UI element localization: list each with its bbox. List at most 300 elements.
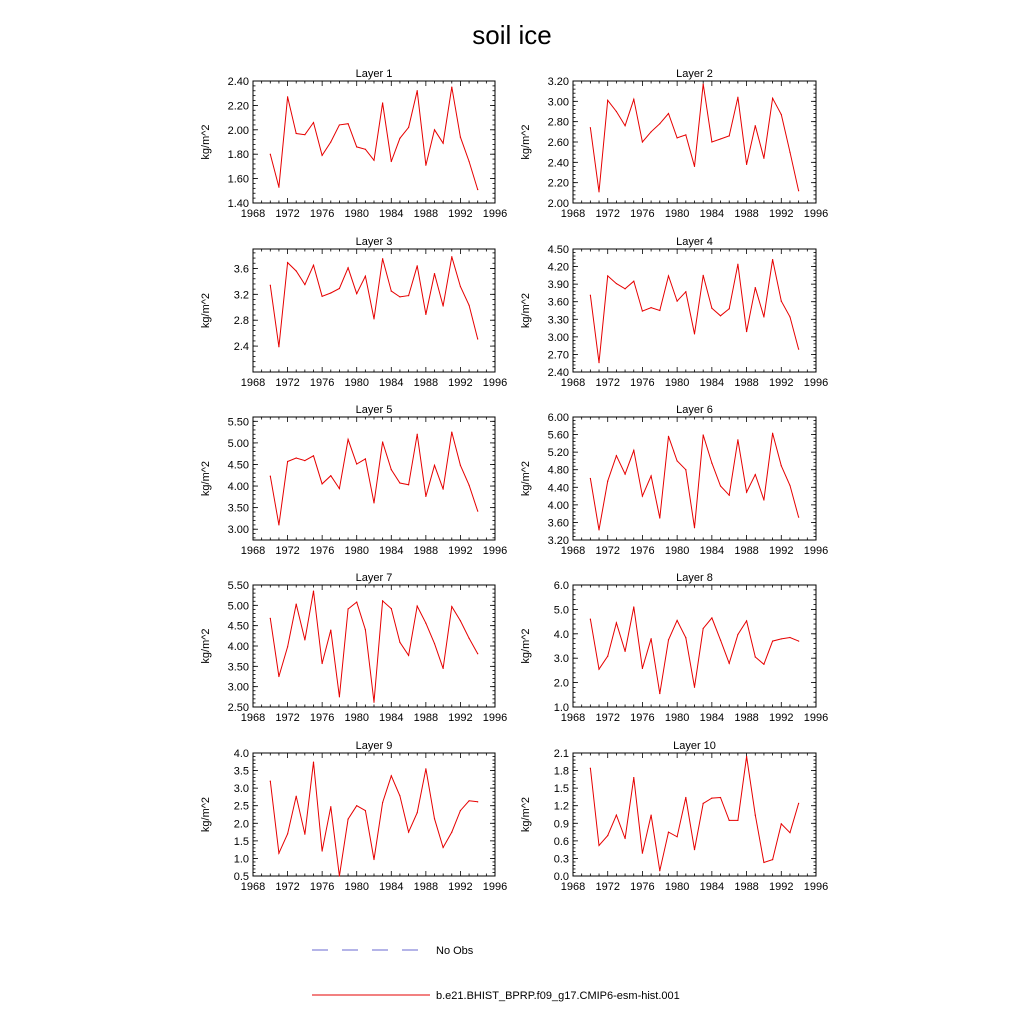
y-tick-label: 6.00 xyxy=(547,412,569,424)
data-point xyxy=(668,275,669,276)
y-tick-label: 3.20 xyxy=(547,76,569,88)
x-tick-label: 1992 xyxy=(448,545,473,557)
data-point xyxy=(434,818,435,819)
data-point xyxy=(339,488,340,489)
x-tick-label: 1972 xyxy=(595,377,620,389)
data-point xyxy=(659,517,660,518)
data-point xyxy=(296,604,297,605)
data-point xyxy=(434,465,435,466)
y-tick-label: 5.20 xyxy=(547,447,569,460)
data-point xyxy=(789,152,790,153)
data-point xyxy=(642,495,643,496)
data-point xyxy=(477,510,478,511)
y-tick-label: 1.0 xyxy=(233,853,249,866)
plot-frame xyxy=(253,81,495,203)
data-point xyxy=(685,637,686,638)
x-tick-label: 1980 xyxy=(664,881,690,893)
data-point xyxy=(408,295,409,296)
y-tick-label: 3.20 xyxy=(547,535,569,547)
data-point xyxy=(287,262,288,263)
x-tick-label: 1976 xyxy=(309,881,335,893)
data-point xyxy=(296,133,297,134)
y-axis-label: kg/m^2 xyxy=(200,796,212,833)
x-tick-label: 1996 xyxy=(803,545,829,557)
data-point xyxy=(391,290,392,291)
data-point xyxy=(451,87,452,88)
data-point xyxy=(633,99,634,100)
data-point xyxy=(356,463,357,464)
y-tick-label: 4.0 xyxy=(233,748,249,760)
data-point xyxy=(694,166,695,167)
data-point xyxy=(408,484,409,485)
y-tick-label: 2.1 xyxy=(553,748,569,760)
data-point xyxy=(677,620,678,621)
data-point xyxy=(365,458,366,459)
data-point xyxy=(789,832,790,833)
data-point xyxy=(304,284,305,285)
data-point xyxy=(417,812,418,813)
x-tick-label: 1988 xyxy=(734,881,759,893)
data-point xyxy=(711,463,712,464)
x-tick-label: 1992 xyxy=(448,208,473,220)
x-tick-label: 1996 xyxy=(803,881,829,893)
y-tick-label: 0.5 xyxy=(233,871,249,883)
data-point xyxy=(746,331,747,332)
y-tick-label: 1.5 xyxy=(233,835,249,848)
data-point xyxy=(711,617,712,618)
y-tick-label: 3.60 xyxy=(547,517,569,530)
data-point xyxy=(373,702,374,703)
data-point xyxy=(781,114,782,115)
data-point xyxy=(703,83,704,84)
x-tick-label: 1972 xyxy=(595,208,620,220)
data-point xyxy=(607,656,608,657)
data-point xyxy=(304,834,305,835)
data-point xyxy=(624,838,625,839)
y-tick-label: 1.5 xyxy=(553,783,569,796)
x-tick-label: 1992 xyxy=(769,712,794,724)
data-point xyxy=(434,643,435,644)
data-point xyxy=(711,798,712,799)
panels xyxy=(200,68,828,893)
data-point xyxy=(763,664,764,665)
data-point xyxy=(434,129,435,130)
x-tick-label: 1988 xyxy=(734,545,759,557)
data-point xyxy=(624,651,625,652)
data-point xyxy=(434,273,435,274)
data-point xyxy=(642,668,643,669)
data-point xyxy=(425,314,426,315)
y-tick-label: 4.20 xyxy=(547,261,569,274)
y-axis-label: kg/m^2 xyxy=(520,796,532,833)
x-tick-label: 1996 xyxy=(482,881,508,893)
data-point xyxy=(789,637,790,638)
data-point xyxy=(616,622,617,623)
data-point xyxy=(772,641,773,642)
data-point xyxy=(468,800,469,801)
data-point xyxy=(382,258,383,259)
y-tick-label: 2.80 xyxy=(547,116,569,129)
y-tick-label: 2.20 xyxy=(227,100,249,113)
data-point xyxy=(287,96,288,97)
y-tick-label: 5.00 xyxy=(227,600,249,613)
x-tick-label: 1968 xyxy=(240,712,266,724)
y-tick-label: 2.40 xyxy=(227,76,249,88)
x-tick-label: 1980 xyxy=(664,545,690,557)
x-tick-label: 1988 xyxy=(413,881,439,893)
data-point xyxy=(746,756,747,757)
y-tick-label: 3.50 xyxy=(227,502,249,515)
panel-2 xyxy=(520,68,828,220)
data-point xyxy=(590,619,591,620)
data-point xyxy=(287,833,288,834)
data-point xyxy=(451,831,452,832)
data-point xyxy=(763,316,764,317)
panel-3 xyxy=(200,236,507,389)
panel-title: Layer 2 xyxy=(676,68,713,80)
panel-title: Layer 1 xyxy=(355,68,393,80)
data-point xyxy=(287,461,288,462)
y-axis-label: kg/m^2 xyxy=(520,124,532,160)
series-line xyxy=(590,757,798,871)
series-line xyxy=(270,257,477,347)
data-point xyxy=(382,441,383,442)
x-tick-label: 1996 xyxy=(482,712,508,724)
y-tick-label: 3.30 xyxy=(547,314,569,327)
data-point xyxy=(365,629,366,630)
data-point xyxy=(270,781,271,782)
x-tick-label: 1992 xyxy=(769,881,794,893)
series-line xyxy=(590,260,798,363)
data-point xyxy=(356,805,357,806)
data-point xyxy=(598,362,599,363)
data-point xyxy=(399,795,400,796)
data-point xyxy=(365,810,366,811)
data-point xyxy=(460,286,461,287)
data-point xyxy=(685,469,686,470)
x-tick-label: 1968 xyxy=(240,208,266,220)
x-tick-label: 1976 xyxy=(309,208,335,220)
data-point xyxy=(642,310,643,311)
y-tick-label: 2.00 xyxy=(227,124,249,137)
y-tick-label: 2.00 xyxy=(547,198,569,210)
data-point xyxy=(720,485,721,486)
data-point xyxy=(737,439,738,440)
x-tick-label: 1984 xyxy=(699,881,725,893)
x-tick-label: 1984 xyxy=(699,208,725,220)
y-tick-label: 3.60 xyxy=(547,296,569,309)
y-tick-label: 4.50 xyxy=(227,620,249,633)
y-tick-label: 3.00 xyxy=(547,96,569,109)
data-point xyxy=(477,653,478,654)
data-point xyxy=(425,623,426,624)
data-point xyxy=(330,806,331,807)
data-point xyxy=(270,285,271,286)
plot-frame xyxy=(573,753,816,876)
x-tick-label: 1972 xyxy=(275,545,300,557)
data-point xyxy=(330,141,331,142)
data-point xyxy=(694,333,695,334)
data-point xyxy=(373,318,374,319)
y-tick-label: 0.9 xyxy=(553,818,569,831)
y-tick-label: 4.0 xyxy=(553,628,569,641)
figure-title: soil ice xyxy=(472,20,552,50)
x-tick-label: 1980 xyxy=(344,545,369,557)
plot-frame xyxy=(253,585,495,707)
y-tick-label: 4.00 xyxy=(227,641,249,653)
data-point xyxy=(720,797,721,798)
data-point xyxy=(668,831,669,832)
y-tick-label: 1.40 xyxy=(227,198,249,210)
series-line xyxy=(590,607,798,694)
x-tick-label: 1988 xyxy=(734,377,759,389)
x-tick-label: 1984 xyxy=(699,545,725,557)
y-tick-label: 6.0 xyxy=(553,580,569,592)
data-point xyxy=(616,283,617,284)
data-point xyxy=(668,639,669,640)
data-point xyxy=(399,138,400,139)
x-tick-label: 1988 xyxy=(734,712,759,724)
y-tick-label: 3.0 xyxy=(553,653,569,666)
data-point xyxy=(772,259,773,260)
data-point xyxy=(408,127,409,128)
x-tick-label: 1972 xyxy=(595,712,620,724)
data-point xyxy=(408,831,409,832)
data-point xyxy=(677,836,678,837)
x-tick-label: 1992 xyxy=(448,377,473,389)
data-point xyxy=(347,608,348,609)
data-point xyxy=(356,146,357,147)
data-point xyxy=(443,305,444,306)
y-axis-label: kg/m^2 xyxy=(520,628,532,664)
x-tick-label: 1996 xyxy=(482,377,508,389)
x-tick-label: 1996 xyxy=(803,208,829,220)
y-tick-label: 5.0 xyxy=(553,604,569,617)
data-point xyxy=(798,803,799,804)
x-tick-label: 1996 xyxy=(482,208,508,220)
data-point xyxy=(339,124,340,125)
data-point xyxy=(399,296,400,297)
data-point xyxy=(685,134,686,135)
y-tick-label: 4.00 xyxy=(547,499,569,512)
y-tick-label: 2.40 xyxy=(547,157,569,170)
data-point xyxy=(347,123,348,124)
data-point xyxy=(633,606,634,607)
data-point xyxy=(460,137,461,138)
data-point xyxy=(468,638,469,639)
data-point xyxy=(755,474,756,475)
data-point xyxy=(781,823,782,824)
data-point xyxy=(313,122,314,123)
y-tick-label: 0.6 xyxy=(553,835,569,848)
data-point xyxy=(365,149,366,150)
x-tick-label: 1992 xyxy=(769,377,794,389)
data-point xyxy=(755,814,756,815)
data-point xyxy=(287,646,288,647)
series-line xyxy=(270,591,477,702)
x-tick-label: 1980 xyxy=(344,208,369,220)
data-point xyxy=(711,141,712,142)
x-tick-label: 1968 xyxy=(240,377,266,389)
data-point xyxy=(322,483,323,484)
x-tick-label: 1996 xyxy=(803,377,829,389)
data-point xyxy=(313,762,314,763)
y-axis-label: kg/m^2 xyxy=(200,628,212,664)
data-point xyxy=(737,264,738,265)
x-tick-label: 1972 xyxy=(275,208,300,220)
data-point xyxy=(382,102,383,103)
panel-title: Layer 7 xyxy=(355,572,393,584)
y-tick-label: 4.50 xyxy=(547,244,569,256)
data-point xyxy=(668,436,669,437)
x-tick-label: 1976 xyxy=(630,545,655,557)
data-point xyxy=(720,315,721,316)
y-tick-label: 4.00 xyxy=(227,481,249,494)
data-point xyxy=(677,301,678,302)
panel-5 xyxy=(200,404,507,557)
data-point xyxy=(373,160,374,161)
y-tick-label: 2.50 xyxy=(227,702,249,714)
data-point xyxy=(746,620,747,621)
data-point xyxy=(347,267,348,268)
data-point xyxy=(798,517,799,518)
legend xyxy=(312,945,680,1002)
data-point xyxy=(468,161,469,162)
y-tick-label: 4.80 xyxy=(547,464,569,477)
y-tick-label: 3.00 xyxy=(227,681,249,694)
data-point xyxy=(703,275,704,276)
data-point xyxy=(425,768,426,769)
data-point xyxy=(616,111,617,112)
panel-title: Layer 4 xyxy=(676,236,713,248)
data-point xyxy=(598,529,599,530)
panel-title: Layer 8 xyxy=(676,572,713,584)
data-point xyxy=(746,164,747,165)
x-tick-label: 1992 xyxy=(448,712,473,724)
y-tick-label: 2.0 xyxy=(553,677,569,690)
data-point xyxy=(729,135,730,136)
x-tick-label: 1992 xyxy=(769,545,794,557)
data-point xyxy=(729,495,730,496)
data-point xyxy=(607,275,608,276)
panel-title: Layer 6 xyxy=(676,404,713,416)
data-point xyxy=(616,814,617,815)
data-point xyxy=(729,820,730,821)
y-tick-label: 2.5 xyxy=(233,800,249,813)
data-point xyxy=(798,190,799,191)
x-tick-label: 1988 xyxy=(413,545,439,557)
panel-9 xyxy=(200,740,507,893)
data-point xyxy=(685,291,686,292)
data-point xyxy=(339,288,340,289)
x-tick-label: 1984 xyxy=(379,377,404,389)
data-point xyxy=(651,475,652,476)
data-point xyxy=(633,450,634,451)
panel-title: Layer 5 xyxy=(355,404,393,416)
data-point xyxy=(417,606,418,607)
legend-model-label: b.e21.BHIST_BPRP.f09_g17.CMIP6-esm-hist.001 xyxy=(436,990,680,1002)
x-tick-label: 1976 xyxy=(630,208,655,220)
panel-1 xyxy=(200,68,507,220)
panel-7 xyxy=(200,572,507,724)
x-tick-label: 1984 xyxy=(379,712,404,724)
data-point xyxy=(304,134,305,135)
series-line xyxy=(590,84,798,192)
data-point xyxy=(659,693,660,694)
y-tick-label: 2.8 xyxy=(233,315,249,328)
data-point xyxy=(781,301,782,302)
data-point xyxy=(651,131,652,132)
data-point xyxy=(720,138,721,139)
data-point xyxy=(624,474,625,475)
data-point xyxy=(322,850,323,851)
x-tick-label: 1976 xyxy=(309,712,335,724)
plot-frame xyxy=(253,249,495,372)
y-axis-label: kg/m^2 xyxy=(520,292,532,329)
data-point xyxy=(330,475,331,476)
x-tick-label: 1968 xyxy=(560,377,586,389)
x-tick-label: 1980 xyxy=(344,881,369,893)
data-point xyxy=(339,875,340,876)
y-tick-label: 0.3 xyxy=(553,853,569,866)
x-tick-label: 1980 xyxy=(664,377,690,389)
data-point xyxy=(477,338,478,339)
data-point xyxy=(365,276,366,277)
data-point xyxy=(737,97,738,98)
y-tick-label: 3.0 xyxy=(233,783,249,796)
data-point xyxy=(356,293,357,294)
x-tick-label: 1984 xyxy=(379,545,404,557)
data-point xyxy=(590,127,591,128)
data-point xyxy=(772,859,773,860)
data-point xyxy=(737,820,738,821)
data-point xyxy=(694,687,695,688)
data-point xyxy=(399,482,400,483)
data-point xyxy=(616,455,617,456)
data-point xyxy=(304,460,305,461)
data-point xyxy=(330,630,331,631)
data-point xyxy=(373,859,374,860)
panel-title: Layer 3 xyxy=(355,236,393,248)
x-tick-label: 1976 xyxy=(630,377,655,389)
y-tick-label: 3.2 xyxy=(233,289,249,302)
series-line xyxy=(270,432,477,525)
data-point xyxy=(607,100,608,101)
data-point xyxy=(322,155,323,156)
data-point xyxy=(296,457,297,458)
data-point xyxy=(677,137,678,138)
data-point xyxy=(598,669,599,670)
data-point xyxy=(425,165,426,166)
data-point xyxy=(789,485,790,486)
data-point xyxy=(694,527,695,528)
y-tick-label: 1.60 xyxy=(227,173,249,186)
y-tick-label: 1.80 xyxy=(227,149,249,162)
data-point xyxy=(651,814,652,815)
x-tick-label: 1968 xyxy=(560,712,586,724)
y-tick-label: 2.0 xyxy=(233,818,249,831)
data-point xyxy=(408,655,409,656)
panel-title: Layer 9 xyxy=(355,740,393,752)
x-tick-label: 1984 xyxy=(699,377,725,389)
x-tick-label: 1992 xyxy=(769,208,794,220)
y-tick-label: 3.00 xyxy=(547,331,569,344)
data-point xyxy=(694,849,695,850)
data-point xyxy=(798,349,799,350)
data-point xyxy=(399,642,400,643)
data-point xyxy=(598,191,599,192)
data-point xyxy=(651,638,652,639)
